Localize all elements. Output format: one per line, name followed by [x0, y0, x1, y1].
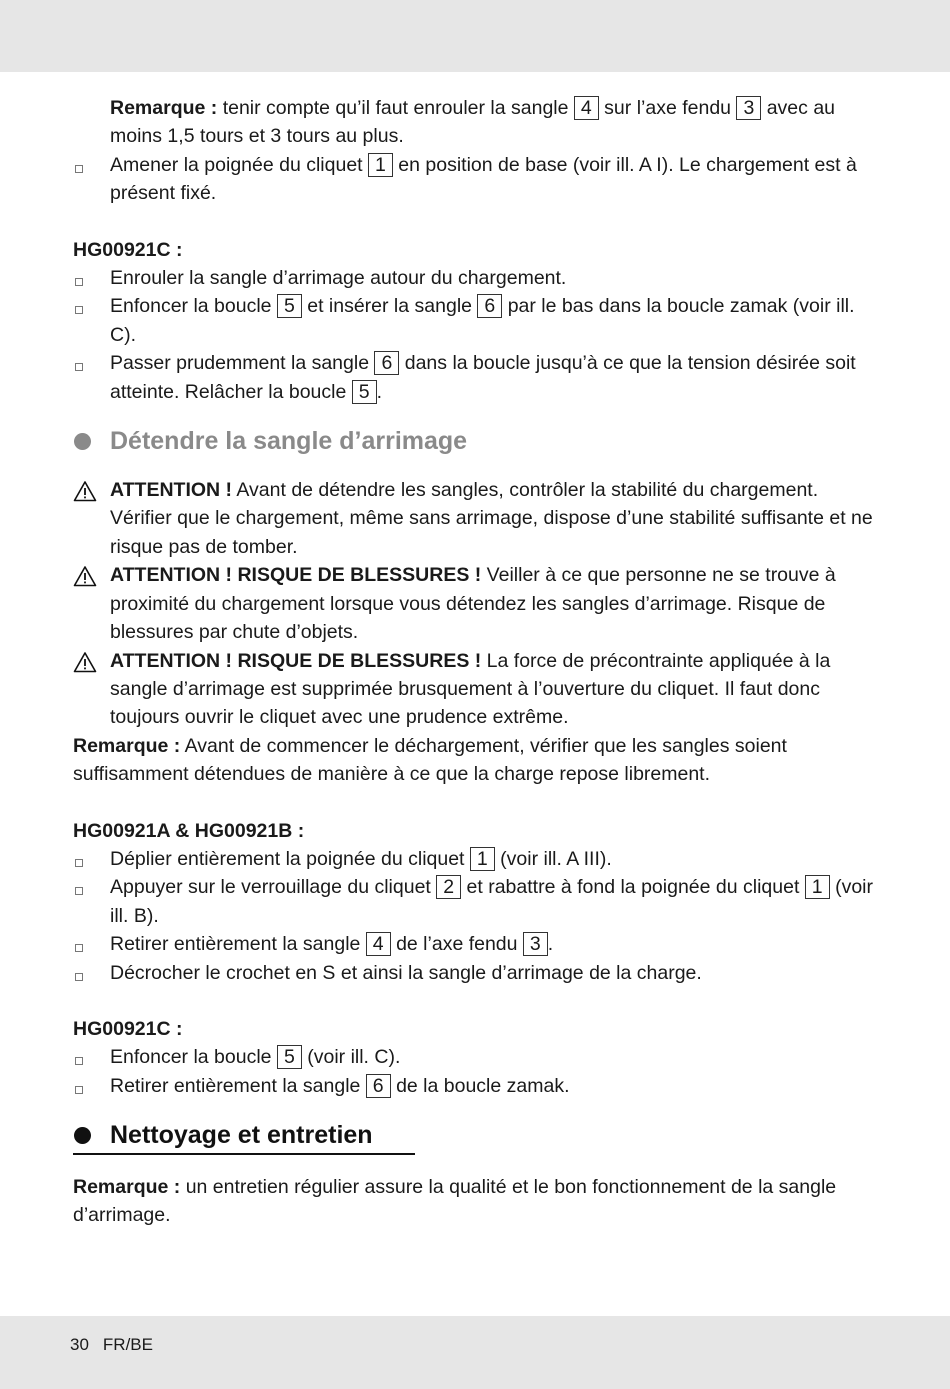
- section-title: HG00921A & HG00921B :: [73, 819, 305, 842]
- item-text: (voir ill. A III).: [494, 847, 612, 870]
- page-content: [73, 94, 873, 1230]
- section-title: HG00921C :: [73, 238, 183, 261]
- note-text: Avant de commencer le déchargement, vérifier que les sangles soient suffisamment détendues de manière à ce que la charge repose librement.: [73, 734, 787, 786]
- language-code: FR/BE: [102, 1335, 153, 1354]
- warning-label: ATTENTION !: [110, 479, 233, 502]
- list-item: [73, 959, 873, 987]
- ref-box: 1: [805, 875, 830, 899]
- item-text: .: [547, 933, 554, 956]
- bullet-dot-icon: [74, 1127, 91, 1144]
- warning-text: Avant de détendre les sangles, contrôler la stabilité du chargement. Vérifier que le chargement, même sans arrimage, dispose d’une stabilité suffisante et ne risque pas de tomber.: [110, 479, 873, 558]
- item-text: dans la boucle jusqu’à ce que la tension désirée soit atteinte. Relâcher la boucle: [110, 352, 856, 403]
- ref-box: 6: [374, 351, 399, 375]
- note-label: Remarque :: [73, 734, 181, 757]
- heading-text: Détendre la sangle d’arrimage: [110, 427, 468, 456]
- item-text: Appuyer sur le verrouillage du cliquet: [110, 876, 437, 899]
- warning-text: Veiller à ce que personne ne se trouve à proximité du chargement lorsque vous détendez les sangles d’arrimage. Risque de blessures par chute d’objets.: [110, 564, 836, 644]
- bullet-dot-icon: [74, 433, 91, 450]
- intro-note: [73, 94, 873, 151]
- warning-label: ATTENTION ! RISQUE DE BLESSURES !: [110, 564, 482, 587]
- item-text: Retirer entièrement la sangle: [110, 1074, 366, 1097]
- ref-box: 1: [368, 153, 393, 177]
- ref-box: 4: [574, 96, 599, 120]
- item-text: .: [376, 380, 383, 403]
- list-item: [73, 930, 873, 958]
- ref-box: 5: [277, 294, 302, 318]
- ref-box: 2: [436, 875, 461, 899]
- item-text: Retirer entièrement la sangle: [110, 933, 366, 956]
- note-text: tenir compte qu’il faut enrouler la sangle: [217, 97, 574, 119]
- item-text: Enfoncer la boucle: [110, 1046, 277, 1069]
- warning-3: [73, 647, 873, 732]
- ref-box: 4: [366, 932, 391, 956]
- item-text: de la boucle zamak.: [390, 1074, 570, 1097]
- item-text: de l’axe fendu: [390, 933, 523, 956]
- list-item: [73, 845, 873, 873]
- item-text: Enrouler la sangle d’arrimage autour du chargement.: [110, 267, 567, 290]
- warning-label: ATTENTION ! RISQUE DE BLESSURES !: [110, 649, 482, 672]
- ref-box: 5: [277, 1045, 302, 1069]
- warning-text: La force de précontrainte appliquée à la sangle d’arrimage est supprimée brusquement à l’ouverture du cliquet. Il faut donc toujours ouvrir le cliquet avec une prudence extrême.: [110, 649, 831, 729]
- list-item: [73, 292, 873, 349]
- list-item: [73, 1072, 873, 1100]
- item-text: (voir ill. C).: [301, 1046, 401, 1069]
- note-text: un entretien régulier assure la qualité et le bon fonctionnement de la sangle d’arrimage.: [73, 1175, 837, 1227]
- note-label: Remarque :: [110, 97, 218, 119]
- item-text: Décrocher le crochet en S et ainsi la sangle d’arrimage de la charge.: [110, 961, 702, 984]
- ref-box: 3: [736, 96, 761, 120]
- heading-nettoyage: [73, 1118, 873, 1152]
- item-text: Amener la poignée du cliquet: [110, 153, 369, 176]
- list-item: [73, 349, 873, 406]
- warning-1: [73, 476, 873, 561]
- ref-box: 1: [470, 847, 495, 871]
- page-number: 30: [70, 1335, 89, 1354]
- warning-2: [73, 561, 873, 646]
- warning-triangle-icon: [73, 480, 97, 502]
- ref-box: 6: [366, 1074, 391, 1098]
- heading-text: Nettoyage et entretien: [110, 1121, 373, 1150]
- list-item: [73, 873, 873, 930]
- item-text: Enfoncer la boucle: [110, 295, 277, 318]
- heading-detendre: [73, 424, 873, 458]
- top-bar: [0, 0, 950, 72]
- item-text: Passer prudemment la sangle: [110, 352, 375, 375]
- ref-box: 6: [477, 294, 502, 318]
- item-text: et rabattre à fond la poignée du cliquet: [461, 876, 805, 899]
- section-title: HG00921C :: [73, 1017, 183, 1040]
- item-text: en position de base (voir ill. A I). Le chargement est à présent fixé.: [110, 153, 857, 205]
- item-text: et insérer la sangle: [301, 295, 478, 318]
- note-label: Remarque :: [73, 1175, 181, 1198]
- list-item: [73, 151, 873, 208]
- item-text: (voir ill. B).: [110, 876, 873, 927]
- ref-box: 5: [352, 380, 377, 404]
- note-3: [73, 1173, 873, 1230]
- list-item: [73, 264, 873, 292]
- list-item: [73, 1043, 873, 1071]
- note-text: avec au moins 1,5 tours et 3 tours au plus.: [110, 97, 836, 148]
- note-text: sur l’axe fendu: [598, 97, 737, 119]
- item-text: par le bas dans la boucle zamak (voir ill. C).: [110, 295, 855, 346]
- page-footer: [70, 1333, 153, 1357]
- warning-triangle-icon: [73, 565, 97, 587]
- ref-box: 3: [523, 932, 548, 956]
- item-text: Déplier entièrement la poignée du cliquet: [110, 847, 470, 870]
- warning-triangle-icon: [73, 651, 97, 673]
- note-2: [73, 732, 873, 789]
